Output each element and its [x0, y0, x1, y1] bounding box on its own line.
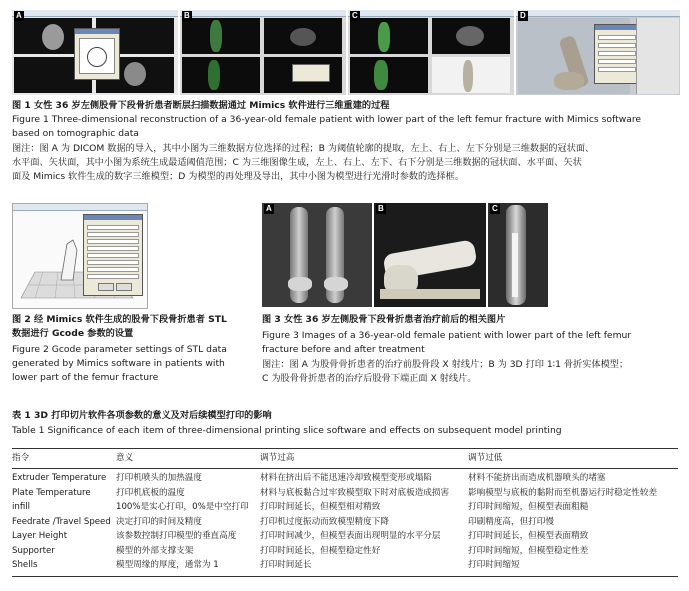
table-cell-command: Plate Temperature: [12, 487, 91, 498]
figure1-note-cont: 水平面、矢状面，其中小图为系统生成最适阈值范围；C 为三维图像生成，左上、右上、左下、右下分别是三维数据的冠状面、水平面、矢状: [12, 157, 582, 168]
figure3-caption-cn: 图 3 女性 36 岁左侧股骨下段骨折患者治疗前后的相关图片: [262, 314, 506, 325]
table-header-too-high: 调节过高: [260, 453, 295, 463]
table-cell-too-high: 打印机过度振动而致模型精度下降: [260, 516, 389, 527]
figure1-panel-b: [180, 10, 346, 95]
table-cell-command: Layer Height: [12, 531, 68, 541]
figure2-caption-cn: 图 2 经 Mimics 软件生成的股骨下段骨折患者 STL: [12, 314, 227, 325]
figure1-panel-c-label: C: [352, 11, 358, 20]
table-cell-too-high: 打印时间减少，但模型表面出现明显的水平分层: [260, 531, 441, 541]
table-cell-meaning: 模型周缘的厚度，通常为 1: [116, 560, 219, 570]
figure3-caption-en-cont: fracture before and after treatment: [262, 344, 425, 355]
table-cell-too-high: 打印时间延长: [260, 560, 312, 570]
table-bottom-rule: [12, 576, 678, 577]
table-cell-too-low: 打印时间缩短，但模型表面粗糙: [468, 502, 589, 512]
figure3-panel-b-label: B: [378, 204, 384, 213]
figure1-panel-a-label: A: [16, 11, 22, 20]
table-header-too-low: 调节过低: [468, 453, 503, 463]
figure3-panel-b: [374, 203, 486, 307]
figure1-panel-d-label: D: [520, 11, 526, 20]
table-cell-command: infill: [12, 502, 31, 512]
figure1-caption-cn: 图 1 女性 36 岁左侧股骨下段骨折患者断层扫描数据通过 Mimics 软件进行三维重建的过程: [12, 100, 390, 111]
table-top-rule: [12, 448, 678, 449]
figure3-note-cont: C 为股骨骨折患者的治疗后股骨下端正面 X 射线片。: [262, 373, 477, 384]
table-cell-command: Shells: [12, 560, 38, 570]
table-cell-command: Extruder Temperature: [12, 473, 107, 483]
table-header-rule: [12, 468, 678, 469]
figure3-panel-c-label: C: [492, 204, 498, 213]
table-header-meaning: 意义: [116, 453, 134, 463]
table-cell-command: Feedrate /Travel Speed: [12, 516, 111, 527]
table1-caption-cn: 表 1 3D 打印切片软件各项参数的意义及对后续模型打印的影响: [12, 410, 272, 421]
table-header-command: 指令: [12, 453, 30, 463]
table-cell-too-high: 打印时间延长，但模型稳定性好: [260, 545, 381, 556]
table-cell-too-high: 材料在挤出后不能迅速冷却致模型变形或塌陷: [260, 473, 432, 483]
figure3-note: 图注：图 A 为股骨骨折患者的治疗前股骨段 X 射线片；B 为 3D 打印 1∶1 骨折实体模型；: [262, 359, 629, 370]
figure1-caption-en-cont: based on tomographic data: [12, 128, 139, 139]
table-cell-too-low: 打印时间延长，但模型表面精致: [468, 531, 589, 541]
table-cell-too-low: 材料不能挤出而造成机器喷头的堵塞: [468, 473, 606, 483]
figure1-panel-d: [516, 10, 680, 95]
table-cell-meaning: 100%是实心打印，0%是中空打印: [116, 502, 249, 512]
table-cell-command: Supporter: [12, 545, 55, 556]
figure1-note: 图注：图 A 为 DICOM 数据的导入，其中小图为三维数据方位选择的过程；B 为阈值轮廓的提取，左上、右上、左下分别是三维数据的冠状面、: [12, 143, 595, 154]
table-cell-too-low: 打印时间缩短，但模型稳定性差: [468, 545, 589, 556]
figure3-panel-c: [488, 203, 548, 307]
figure1-panel-b-label: B: [184, 11, 190, 20]
table-cell-too-high: 材料与底板黏合过牢致模型取下时对底板造成损害: [260, 487, 450, 498]
figure2-image: [12, 203, 148, 309]
figure1-note-end: 面及 Mimics 软件生成的数字三维模型；D 为模型的再处理及导出，其中小图为模型进行光滑时参数的选择框。: [12, 171, 464, 182]
figure1-panel-c: [348, 10, 514, 95]
figure1-panel-a: [12, 10, 178, 95]
figure2-caption-cn-cont: 数据进行 Gcode 参数的设置: [12, 328, 134, 339]
figure2-caption-en: Figure 2 Gcode parameter settings of STL data: [12, 344, 227, 355]
figure1-caption-en: Figure 1 Three-dimensional reconstruction of a 36-year-old female patient with lower part of the left femur fracture with Mimics software: [12, 114, 642, 125]
table1-caption-en: Table 1 Significance of each item of three-dimensional printing slice software and effects on subsequent model printing: [12, 425, 562, 436]
figure2-caption-en-cont: generated by Mimics software in patients with: [12, 358, 225, 369]
table-cell-meaning: 打印机底板的温度: [116, 487, 185, 498]
table-cell-meaning: 打印机喷头的加热温度: [116, 473, 202, 483]
table-cell-too-low: 影响模型与底板的黏附而至机器运行时稳定性较差: [468, 487, 658, 498]
table-cell-meaning: 决定打印的时间及精度: [116, 516, 202, 527]
table-cell-too-low: 打印时间缩短: [468, 560, 520, 570]
table-cell-too-low: 印刷精度高，但打印慢: [468, 516, 554, 527]
figure3-caption-en: Figure 3 Images of a 36-year-old female patient with lower part of the left femur: [262, 330, 632, 341]
figure3-panel-a-label: A: [266, 204, 272, 213]
table-cell-meaning: 该参数控制打印模型的垂直高度: [116, 531, 237, 541]
table-cell-too-high: 打印时间延长，但模型相对精致: [260, 502, 381, 512]
figure3-panel-a: [262, 203, 372, 307]
figure2-caption-en-end: lower part of the femur fracture: [12, 372, 159, 383]
table-cell-meaning: 模型的外部支撑支架: [116, 545, 194, 556]
